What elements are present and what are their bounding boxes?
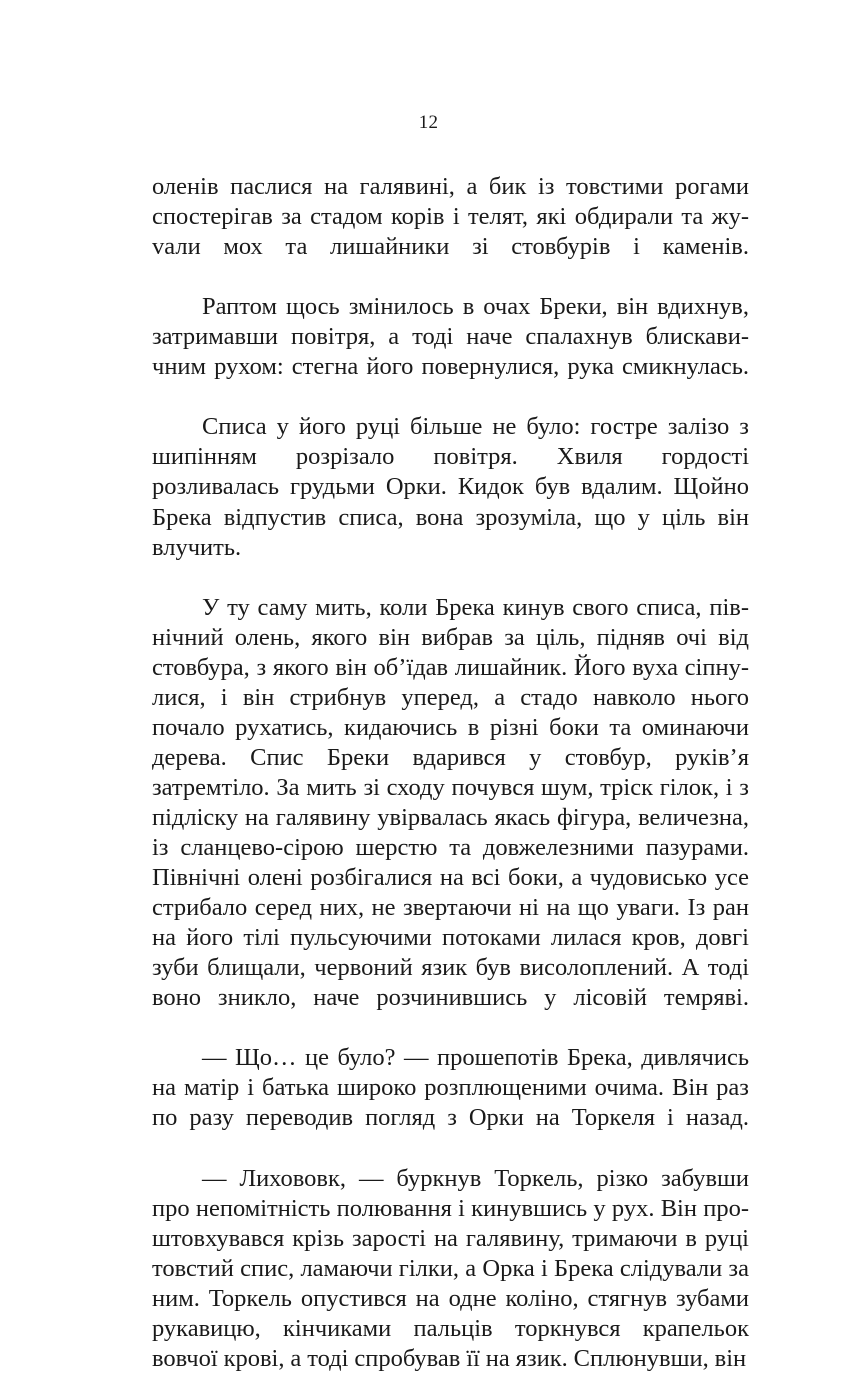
paragraph: — Лихововк, — буркнув Торкель, різко забувши про непомітність полювання і кинувшись у рух. Він проштовхувався крізь зарості на галявину, тримаючи в руці товстий спис, ламаючи гілки, а Орка і Брека слідували за ним. Торкель опустився на одне коліно, стягнув зубами рукавицю, кінчиками пальців торкнувся крапельок вовчої крові, а тоді спробував її на язик. Сплюнувши, він bbox=[152, 1164, 749, 1372]
paragraph: Раптом щось змінилось в очах Бреки, він вдихнув, затримавши повітря, а тоді наче спалахнув блискавичним рухом: стегна його повернулися, рука смикнулась. bbox=[152, 293, 749, 381]
paragraph: — Що… це було? — прошепотів Брека, дивлячись на матір і батька широко розплющеними очима. Він раз по разу переводив погляд з Орки на Торкеля і назад. bbox=[152, 1044, 749, 1132]
page-number: 12 bbox=[418, 112, 439, 133]
paragraph: Списа у його руці більше не було: гостре залізо з шипінням розрізало повітря. Хвиля гордості розливалась грудьми Орки. Кидок був вдалим. Щойно Брека відпустив списа, вона зрозуміла, що у ціль він влучить. bbox=[152, 413, 749, 561]
paragraph: оленів паслися на галявині, а бик із товстими рогами спостерігав за стадом корів і телят, які обдирали та жуvали мох та лишайники зі стовбурів і каменів. bbox=[152, 173, 749, 261]
paragraph: У ту саму мить, коли Брека кинув свого списа, північний олень, якого він вибрав за ціль, підняв очі від стовбура, з якого він об’їдав лишайник. Його вуха сіпнулися, і він стрибнув уперед, а стадо навколо нього почало рухатись, кидаючись в різні боки та оминаючи дерева. Спис Бреки вдарився у стовбур, руків’я затремтіло. За мить зі сходу почувся шум, тріск гілок, і з підліску на галявину увірвалась якась фігура, величезна, із сланцево-сірою шерстю та довжелезними пазурами. Північні олені розбігалися на всі боки, а чудовисько усе стрибало серед них, не звертаючи ні на що уваги. Із ран на його тілі пульсуючими потоками лилася кров, довгі зуби блищали, червоний язик був висолоплений. А тоді воно зникло, наче розчинившись у лісовій темряві. bbox=[152, 593, 749, 1012]
body-text-block bbox=[152, 172, 749, 1374]
